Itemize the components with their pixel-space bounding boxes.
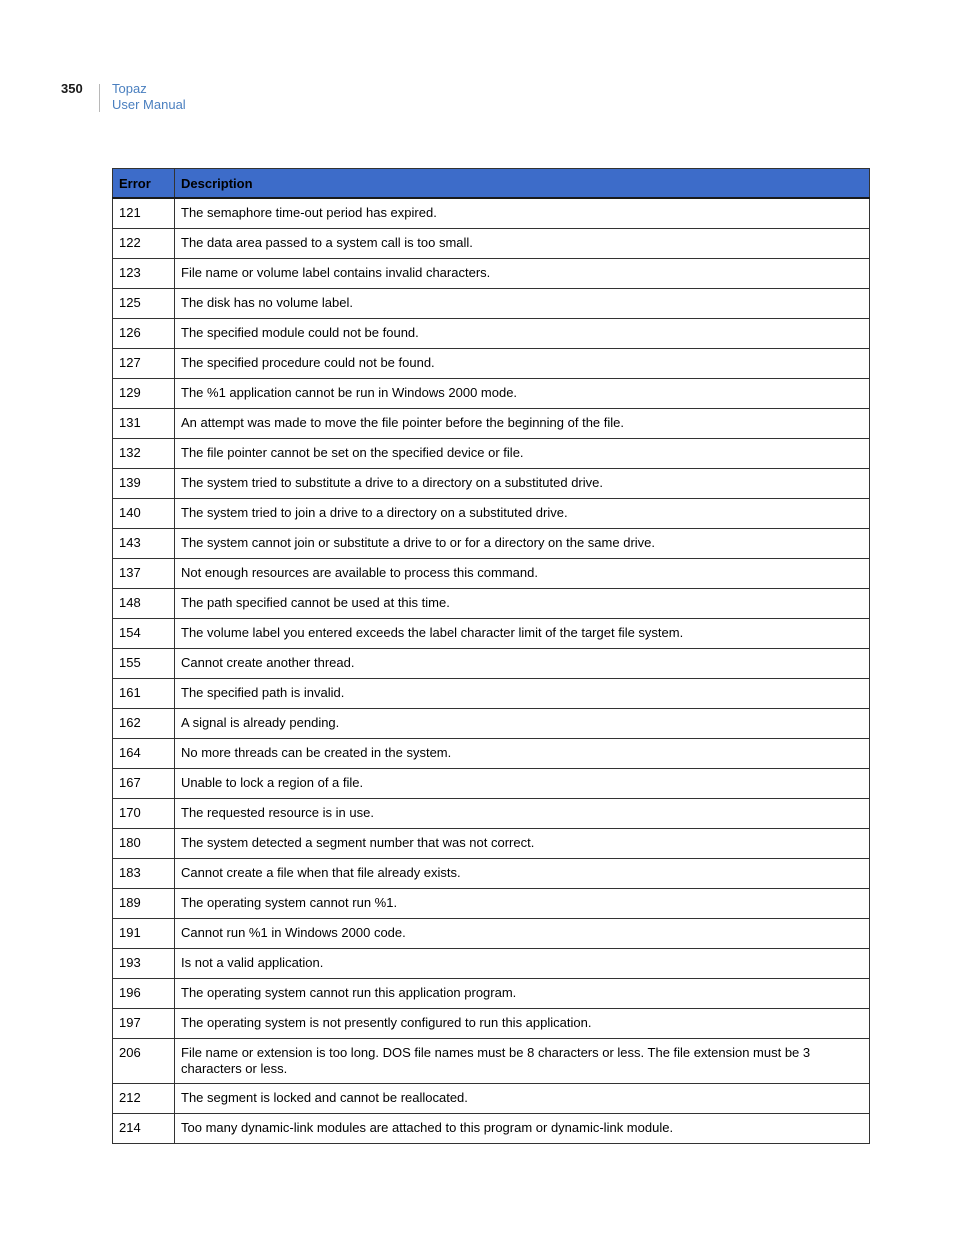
table-row: [113, 799, 870, 829]
error-description: The disk has no volume label.: [175, 289, 870, 319]
table-row: [113, 649, 870, 679]
error-code: 131: [113, 409, 175, 439]
column-header-description: Description: [175, 169, 870, 199]
error-description: The system tried to join a drive to a directory on a substituted drive.: [175, 499, 870, 529]
table-row: [113, 1039, 870, 1084]
error-description: The specified path is invalid.: [175, 679, 870, 709]
table-row: [113, 679, 870, 709]
header-divider: [99, 84, 100, 112]
error-code: 125: [113, 289, 175, 319]
error-description: The semaphore time-out period has expired.: [175, 198, 870, 229]
error-code: 126: [113, 319, 175, 349]
error-code: 180: [113, 829, 175, 859]
error-code: 193: [113, 949, 175, 979]
error-code: 123: [113, 259, 175, 289]
table-row: [113, 1114, 870, 1144]
table-row: [113, 619, 870, 649]
table-row: [113, 979, 870, 1009]
error-code: 121: [113, 198, 175, 229]
error-code: 139: [113, 469, 175, 499]
error-description: The system tried to substitute a drive to a directory on a substituted drive.: [175, 469, 870, 499]
error-description: The specified procedure could not be found.: [175, 349, 870, 379]
error-code: 212: [113, 1084, 175, 1114]
error-description: The system detected a segment number that was not correct.: [175, 829, 870, 859]
error-description: The system cannot join or substitute a drive to or for a directory on the same drive.: [175, 529, 870, 559]
manual-name: User Manual: [112, 97, 186, 112]
error-description: Cannot create another thread.: [175, 649, 870, 679]
error-code: 214: [113, 1114, 175, 1144]
table-row: [113, 829, 870, 859]
table-header-row: [113, 169, 870, 199]
error-description: The operating system is not presently configured to run this application.: [175, 1009, 870, 1039]
error-code: 140: [113, 499, 175, 529]
error-description: Unable to lock a region of a file.: [175, 769, 870, 799]
error-description: Cannot create a file when that file already exists.: [175, 859, 870, 889]
table-row: [113, 1009, 870, 1039]
table-row: [113, 409, 870, 439]
table-row: [113, 1084, 870, 1114]
error-code: 164: [113, 739, 175, 769]
table-row: [113, 589, 870, 619]
error-code: 137: [113, 559, 175, 589]
error-description: Too many dynamic-link modules are attached to this program or dynamic-link module.: [175, 1114, 870, 1144]
error-description: File name or volume label contains invalid characters.: [175, 259, 870, 289]
error-code: 154: [113, 619, 175, 649]
error-code: 206: [113, 1039, 175, 1084]
error-code: 197: [113, 1009, 175, 1039]
table-row: [113, 949, 870, 979]
table-row: [113, 769, 870, 799]
error-description: Is not a valid application.: [175, 949, 870, 979]
table-row: [113, 739, 870, 769]
table-row: [113, 889, 870, 919]
error-code: 191: [113, 919, 175, 949]
column-header-error: Error: [113, 169, 175, 199]
table-row: [113, 259, 870, 289]
error-code: 155: [113, 649, 175, 679]
error-description: File name or extension is too long. DOS file names must be 8 characters or less. The file extension must be 3 characters or less.: [175, 1039, 870, 1084]
error-code: 132: [113, 439, 175, 469]
table-row: [113, 499, 870, 529]
error-description: The operating system cannot run this application program.: [175, 979, 870, 1009]
error-code: 161: [113, 679, 175, 709]
table-row: [113, 859, 870, 889]
table-row: [113, 379, 870, 409]
error-code: 167: [113, 769, 175, 799]
table-row: [113, 469, 870, 499]
error-code: 143: [113, 529, 175, 559]
error-code: 162: [113, 709, 175, 739]
page-number: 350: [61, 81, 83, 96]
error-description: Not enough resources are available to process this command.: [175, 559, 870, 589]
error-description: A signal is already pending.: [175, 709, 870, 739]
error-description: The data area passed to a system call is too small.: [175, 229, 870, 259]
error-description: The requested resource is in use.: [175, 799, 870, 829]
error-description: No more threads can be created in the system.: [175, 739, 870, 769]
table-row: [113, 319, 870, 349]
table-row: [113, 349, 870, 379]
table-row: [113, 439, 870, 469]
table-row: [113, 919, 870, 949]
error-code: 148: [113, 589, 175, 619]
error-description: The specified module could not be found.: [175, 319, 870, 349]
table-row: [113, 559, 870, 589]
product-name: Topaz: [112, 81, 147, 96]
error-description: An attempt was made to move the file pointer before the beginning of the file.: [175, 409, 870, 439]
error-description: The segment is locked and cannot be reallocated.: [175, 1084, 870, 1114]
table-row: [113, 529, 870, 559]
error-description: The path specified cannot be used at this time.: [175, 589, 870, 619]
error-description: The file pointer cannot be set on the specified device or file.: [175, 439, 870, 469]
error-code: 129: [113, 379, 175, 409]
table-row: [113, 229, 870, 259]
error-code: 122: [113, 229, 175, 259]
error-codes-table: [112, 168, 870, 1144]
table-row: [113, 709, 870, 739]
error-code: 183: [113, 859, 175, 889]
error-description: The operating system cannot run %1.: [175, 889, 870, 919]
error-description: Cannot run %1 in Windows 2000 code.: [175, 919, 870, 949]
table-row: [113, 198, 870, 229]
error-code: 189: [113, 889, 175, 919]
error-description: The %1 application cannot be run in Windows 2000 mode.: [175, 379, 870, 409]
error-code: 196: [113, 979, 175, 1009]
running-header: [112, 81, 186, 113]
error-code: 127: [113, 349, 175, 379]
table-row: [113, 289, 870, 319]
error-description: The volume label you entered exceeds the label character limit of the target file system.: [175, 619, 870, 649]
error-code: 170: [113, 799, 175, 829]
